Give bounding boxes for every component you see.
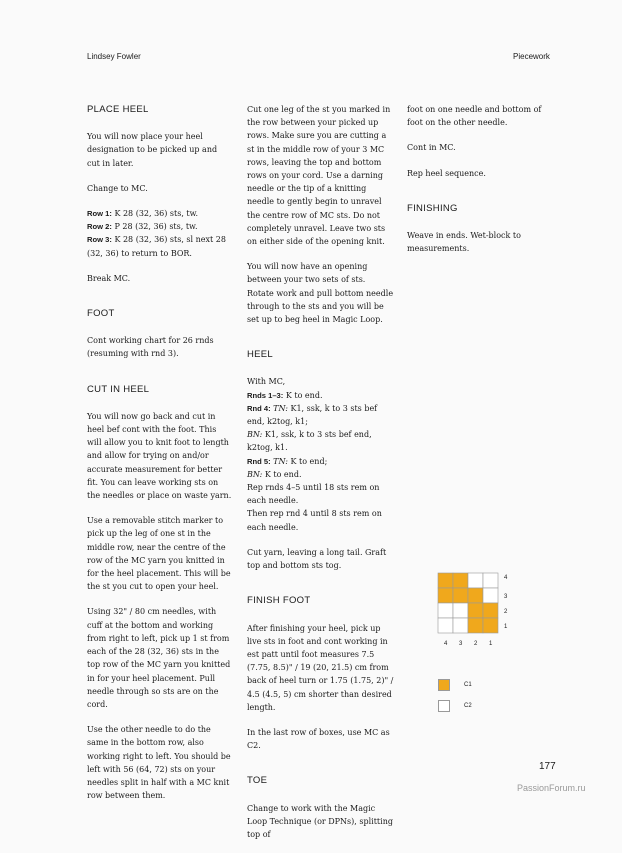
chart-row-label: 3 bbox=[504, 594, 508, 600]
heading-place-heel: PLACE HEEL bbox=[87, 104, 149, 115]
paragraph: Rep heel sequence. bbox=[407, 168, 486, 178]
heading-toe: TOE bbox=[247, 775, 268, 787]
colorwork-chart bbox=[430, 565, 520, 647]
needle-label: BN: bbox=[247, 430, 263, 440]
row-text: K 28 (32, 36) sts, tw. bbox=[111, 209, 199, 219]
paragraph: foot on one needle and bottom of foot on the other needle. bbox=[407, 105, 542, 128]
row-text: K 28 (32, 36) sts, sl next 28 (32, 36) to return to BOR. bbox=[87, 235, 226, 258]
chart-cell-c2 bbox=[438, 603, 453, 618]
instruction-line: Then rep rnd 4 until 8 sts rem on each needle. bbox=[247, 509, 382, 532]
instruction-line: With MC, bbox=[247, 377, 286, 387]
paragraph: You will now go back and cut in heel bef cont with the foot. This will allow you to knit foot to length and allow for trying on and/or accurate measurement for better fit. You can leave working sts on the needles or place on waste yarn. bbox=[87, 411, 232, 501]
chart-cell-c1 bbox=[438, 573, 453, 588]
chart-cell-c2 bbox=[438, 618, 453, 633]
chart-cell-c2 bbox=[453, 618, 468, 633]
chart-row-label: 2 bbox=[504, 609, 508, 615]
legend-swatch-c1 bbox=[438, 679, 450, 691]
instruction-text: K to end. bbox=[262, 469, 302, 479]
paragraph: Break MC. bbox=[87, 273, 131, 283]
needle-label: BN: bbox=[247, 469, 263, 479]
paragraph: Cont working chart for 26 rnds (resuming with rnd 3). bbox=[87, 336, 214, 359]
chart-row-label: 4 bbox=[504, 575, 508, 581]
paragraph: Use a removable stitch marker to pick up the leg of one st in the middle row, near the centre of the row of the MC yarn you knitted in for the heel placement. This will be the st you cut to open your heel. bbox=[87, 516, 231, 592]
needle-label: TN: bbox=[273, 403, 288, 413]
paragraph: You will now have an opening between your two sets of sts. Rotate work and pull bottom needle through to the sts and you will be set up to beg heel in Magic Loop. bbox=[247, 262, 394, 325]
heading-finish-foot: FINISH FOOT bbox=[247, 595, 311, 607]
paragraph: After finishing your heel, pick up live sts in foot and cont working in est patt until foot measures 7.5 (7.75, 8.5)" / 19 (20, 21.5) cm from back of heel turn or 1.75 (1.75, 2)" / 4.5 (4.5, 5) cm shorter than desired length. bbox=[247, 623, 394, 712]
column-1 bbox=[87, 103, 232, 814]
legend-label: C1 bbox=[464, 682, 472, 688]
chart-cell-c1 bbox=[483, 618, 498, 633]
chart-cell-c2 bbox=[453, 603, 468, 618]
rnd-label: Rnd 5: bbox=[247, 456, 271, 466]
paragraph: You will now place your heel designation to be picked up and cut in later. bbox=[87, 132, 218, 168]
chart-cell-c1 bbox=[468, 588, 483, 603]
instruction-text: K1, ssk, k to 3 sts bef end, k2tog, k1. bbox=[247, 430, 372, 453]
column-2 bbox=[247, 103, 394, 853]
heading-cut-in-heel: CUT IN HEEL bbox=[87, 383, 150, 395]
paragraph: Weave in ends. Wet-block to measurements. bbox=[407, 231, 521, 254]
chart-cell-c1 bbox=[468, 603, 483, 618]
chart-cell-c1 bbox=[453, 588, 468, 603]
paragraph: Cut one leg of the st you marked in the row between your picked up rows. Make sure you are cutting a st in the middle row of your 3 MC rows, leaving the top and bottom rows on your cord. Use a darning needle or the tip of a knitting needle to gently begin to unravel the centre row of MC sts. Do not completely unravel. Leave two sts on either side of the opening knit. bbox=[247, 105, 391, 247]
chart-col-label: 3 bbox=[459, 641, 463, 647]
page-number: 177 bbox=[539, 761, 556, 772]
author-name: Lindsey Fowler bbox=[87, 52, 141, 61]
chart-cell-c2 bbox=[483, 588, 498, 603]
paragraph: Use the other needle to do the same in the bottom row, also working right to left. You should be left with 56 (64, 72) sts on your needles split in half with a MC knit row between them. bbox=[87, 725, 231, 801]
chart-cell-c2 bbox=[483, 573, 498, 588]
chart-cell-c1 bbox=[453, 573, 468, 588]
heel-instructions bbox=[247, 375, 394, 533]
chart-cell-c1 bbox=[438, 588, 453, 603]
paragraph: Change to MC. bbox=[87, 183, 148, 193]
row-instructions bbox=[87, 207, 232, 260]
chart-cell-c1 bbox=[483, 603, 498, 618]
legend-swatch-c2 bbox=[438, 700, 450, 712]
paragraph: Cont in MC. bbox=[407, 143, 456, 153]
chart-cell-c2 bbox=[468, 573, 483, 588]
paragraph: Using 32" / 80 cm needles, with cuff at the bottom and working from right to left, pick up 1 st from each of the 28 (32, 36) sts in the top row of the MC yarn you knitted in for your heel placement. Pull needle through so sts are on the cord. bbox=[87, 607, 231, 709]
instruction-text: K1, ssk, k to 3 sts bef end, k2tog, k1; bbox=[247, 403, 378, 427]
column-3 bbox=[407, 103, 557, 267]
row-label: Row 2: bbox=[87, 222, 112, 232]
paragraph: Cut yarn, leaving a long tail. Graft top and bottom sts tog. bbox=[247, 547, 387, 571]
watermark: PassionForum.ru bbox=[517, 783, 586, 793]
instruction-text: K to end; bbox=[287, 456, 328, 466]
instruction-line: Rep rnds 4–5 until 18 sts rem on each needle. bbox=[247, 483, 380, 506]
row-label: Row 3: bbox=[87, 235, 112, 245]
chart-row-label: 1 bbox=[504, 624, 508, 630]
paragraph: In the last row of boxes, use MC as C2. bbox=[247, 727, 390, 751]
chart-col-label: 4 bbox=[444, 641, 448, 647]
heading-heel: HEEL bbox=[247, 349, 274, 361]
chart-cell-c1 bbox=[468, 618, 483, 633]
section-title: Piecework bbox=[513, 52, 550, 61]
chart-col-label: 2 bbox=[474, 641, 478, 647]
rnd-label: Rnd 4: bbox=[247, 403, 271, 413]
row-label: Row 1: bbox=[87, 209, 112, 219]
legend-label: C2 bbox=[464, 703, 472, 709]
needle-label: TN: bbox=[273, 456, 288, 466]
instruction-text: K to end. bbox=[283, 390, 323, 400]
heading-foot: FOOT bbox=[87, 308, 115, 320]
row-text: P 28 (32, 36) sts, tw. bbox=[111, 222, 198, 232]
heading-finishing: FINISHING bbox=[407, 202, 458, 214]
chart-col-label: 1 bbox=[489, 641, 493, 647]
rnd-label: Rnds 1–3: bbox=[247, 390, 284, 400]
paragraph: Change to work with the Magic Loop Technique (or DPNs), splitting top of bbox=[247, 803, 393, 839]
